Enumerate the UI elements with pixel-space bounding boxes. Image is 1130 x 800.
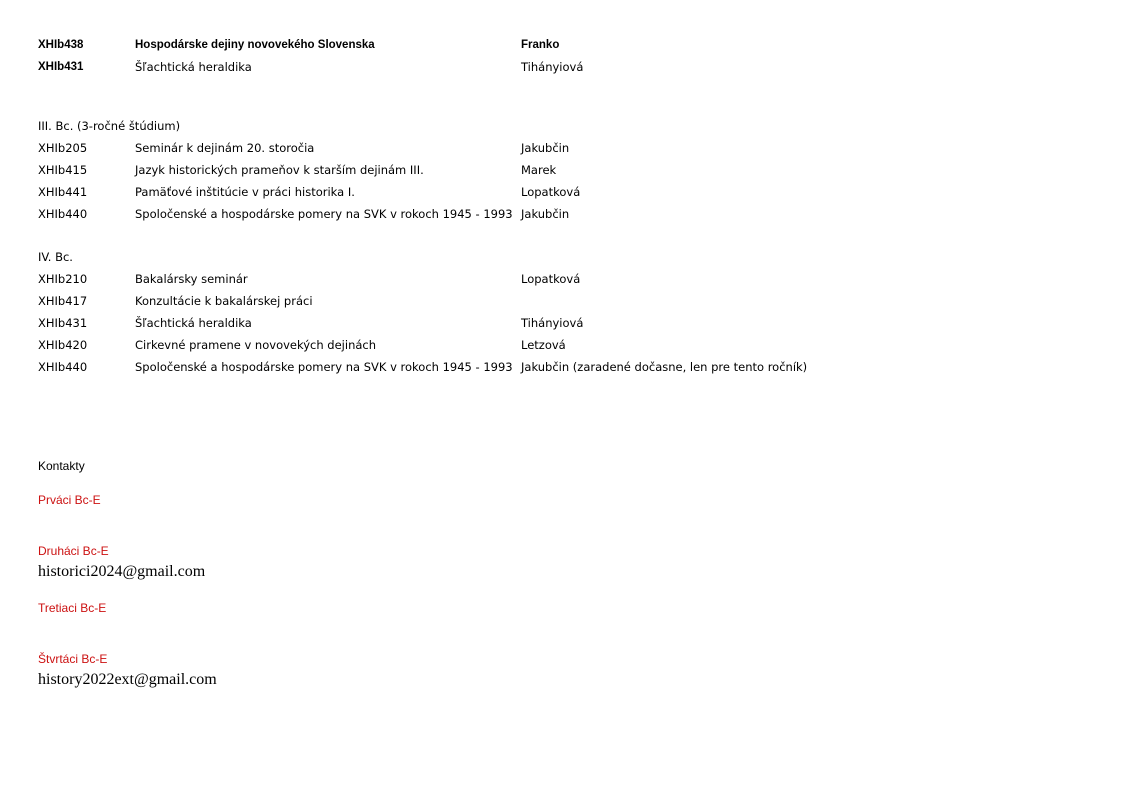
contacts-heading: Kontakty bbox=[38, 459, 85, 473]
course-title: Pamäťové inštitúcie v práci historika I. bbox=[135, 185, 355, 199]
course-teacher: Franko bbox=[521, 39, 560, 51]
course-code: XHIb440 bbox=[38, 207, 88, 221]
contact-label-third: Tretiaci Bc-E bbox=[38, 601, 107, 615]
course-code: XHIb210 bbox=[38, 272, 88, 286]
course-teacher: Jakubčin (zaradené dočasne, len pre tento ročník) bbox=[521, 360, 808, 374]
course-title: Hospodárske dejiny novovekého Slovenska bbox=[135, 39, 375, 51]
course-teacher: Tihányiová bbox=[521, 60, 584, 74]
course-code: XHIb438 bbox=[38, 39, 84, 51]
course-teacher: Jakubčin bbox=[521, 141, 570, 155]
course-title: Seminár k dejinám 20. storočia bbox=[135, 141, 315, 155]
contact-email-second[interactable]: historici2024@gmail.com bbox=[38, 563, 206, 580]
course-teacher: Marek bbox=[521, 163, 557, 177]
course-teacher: Lopatková bbox=[521, 272, 581, 286]
course-code: XHIb420 bbox=[38, 338, 88, 352]
course-title: Konzultácie k bakalárskej práci bbox=[135, 294, 313, 308]
course-code: XHIb415 bbox=[38, 163, 88, 177]
course-code: XHIb205 bbox=[38, 141, 88, 155]
section-heading-third: III. Bc. (3-ročné štúdium) bbox=[38, 119, 181, 133]
course-title: Spoločenské a hospodárske pomery na SVK v rokoch 1945 - 1993 bbox=[135, 207, 513, 221]
contact-email-fourth[interactable]: history2022ext@gmail.com bbox=[38, 671, 217, 688]
course-title: Jazyk historických prameňov k starším dejinám III. bbox=[135, 163, 424, 177]
course-teacher: Tihányiová bbox=[521, 316, 584, 330]
contact-label-first: Prváci Bc-E bbox=[38, 493, 101, 507]
course-teacher: Lopatková bbox=[521, 185, 581, 199]
course-title: Bakalársky seminár bbox=[135, 272, 248, 286]
course-code: XHIb417 bbox=[38, 294, 88, 308]
course-code: XHIb441 bbox=[38, 185, 88, 199]
course-title: Šľachtická heraldika bbox=[135, 60, 252, 74]
course-teacher: Jakubčin bbox=[521, 207, 570, 221]
contact-label-fourth: Štvrtáci Bc-E bbox=[38, 652, 108, 666]
course-title: Cirkevné pramene v novovekých dejinách bbox=[135, 338, 377, 352]
contact-label-second: Druháci Bc-E bbox=[38, 544, 109, 558]
course-code: XHIb431 bbox=[38, 316, 88, 330]
course-code: XHIb440 bbox=[38, 360, 88, 374]
course-teacher: Letzová bbox=[521, 338, 566, 352]
course-title: Šľachtická heraldika bbox=[135, 316, 252, 330]
section-heading-fourth: IV. Bc. bbox=[38, 250, 73, 264]
course-code: XHIb431 bbox=[38, 61, 84, 73]
course-title: Spoločenské a hospodárske pomery na SVK v rokoch 1945 - 1993 bbox=[135, 360, 513, 374]
